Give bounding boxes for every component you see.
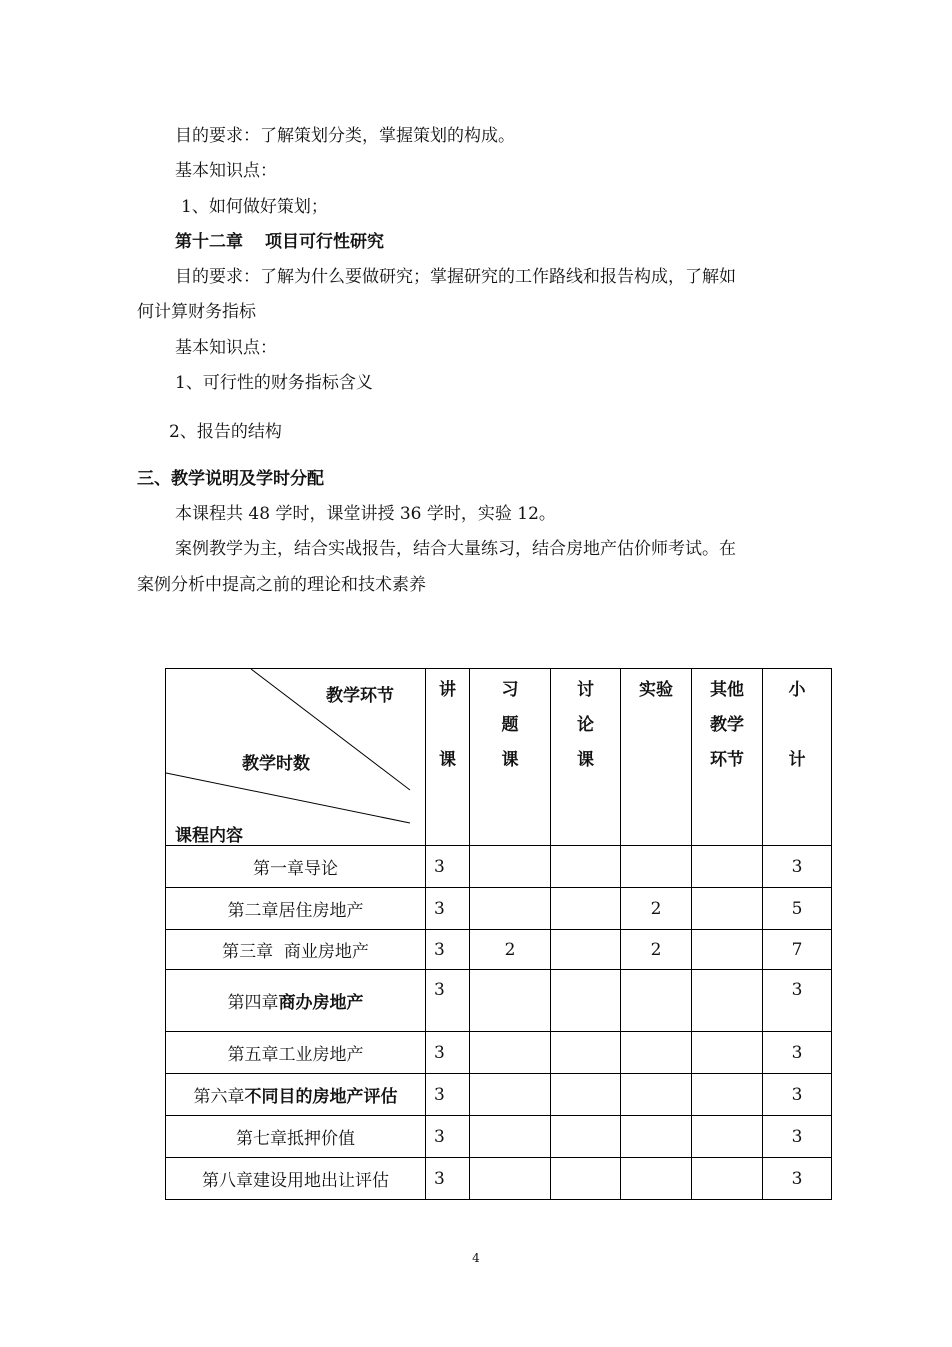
table-row: [166, 970, 832, 1032]
cell-total: 3: [763, 1074, 832, 1116]
cell-lecture: 3: [426, 846, 470, 888]
paragraph-teaching-a: 案例教学为主，结合实战报告，结合大量练习，结合房地产估价师考试。在: [175, 539, 736, 559]
cell-lecture: 3: [426, 1116, 470, 1158]
table-row: [166, 888, 832, 930]
table-row: [166, 846, 832, 888]
cell-total: 3: [763, 1032, 832, 1074]
row-chapter: 第五章工业房地产: [166, 1032, 426, 1074]
cell-lecture: 3: [426, 1032, 470, 1074]
paragraph-purpose-2b: 何计算财务指标: [137, 302, 256, 322]
chapter-12-heading: [175, 230, 384, 254]
cell-other: [692, 1116, 763, 1158]
row-chapter-title: 商办房地产: [278, 993, 364, 1013]
table-corner-cell: [166, 669, 426, 846]
paragraph-knowledge-label-1: 基本知识点：: [175, 161, 277, 181]
paragraph-hours: 本课程共 48 学时，课堂讲授 36 学时，实验 12。: [175, 504, 556, 524]
header-other: 其他 教学 环节: [692, 669, 763, 846]
cell-total: 3: [763, 970, 832, 1032]
header-total: 小 计: [763, 669, 832, 846]
cell-other: [692, 888, 763, 930]
cell-lab: [621, 1116, 692, 1158]
cell-other: [692, 930, 763, 970]
paragraph-purpose-1: 目的要求：了解策划分类，掌握策划的构成。: [175, 126, 515, 146]
header-lab: 实验: [621, 669, 692, 846]
cell-lab: 2: [621, 888, 692, 930]
paragraph-purpose-2a: 目的要求：了解为什么要做研究；掌握研究的工作路线和报告构成，了解如: [175, 267, 736, 287]
cell-exercise: 2: [470, 930, 551, 970]
cell-exercise: [470, 1074, 551, 1116]
table-row: [166, 1116, 832, 1158]
cell-discussion: [551, 930, 621, 970]
cell-other: [692, 1032, 763, 1074]
row-chapter: 第八章建设用地出让评估: [166, 1158, 426, 1200]
cell-discussion: [551, 846, 621, 888]
cell-total: 3: [763, 1116, 832, 1158]
row-chapter-prefix: 第六章: [193, 1087, 245, 1107]
cell-total: 3: [763, 1158, 832, 1200]
paragraph-teaching-b: 案例分析中提高之前的理论和技术素养: [137, 575, 426, 595]
corner-label-teaching-hours: 教学时数: [242, 754, 310, 774]
cell-lecture: 3: [426, 1158, 470, 1200]
cell-other: [692, 1074, 763, 1116]
row-chapter: 第二章居住房地产: [166, 888, 426, 930]
cell-exercise: [470, 1158, 551, 1200]
cell-lab: [621, 1158, 692, 1200]
cell-discussion: [551, 888, 621, 930]
table-row: [166, 930, 832, 970]
cell-lecture: 3: [426, 888, 470, 930]
cell-lab: [621, 846, 692, 888]
cell-discussion: [551, 1116, 621, 1158]
cell-other: [692, 1158, 763, 1200]
hours-allocation-table: [165, 668, 832, 1200]
cell-exercise: [470, 846, 551, 888]
row-chapter: 第一章导论: [166, 846, 426, 888]
row-chapter: [166, 970, 426, 1032]
section-3-heading: 三、教学说明及学时分配: [137, 469, 324, 489]
cell-lecture: 3: [426, 970, 470, 1032]
cell-exercise: [470, 1032, 551, 1074]
paragraph-knowledge-label-2: 基本知识点：: [175, 338, 277, 358]
table-row: [166, 1032, 832, 1074]
cell-lab: [621, 970, 692, 1032]
cell-lab: 2: [621, 930, 692, 970]
corner-label-course-content: 课程内容: [175, 826, 243, 846]
row-chapter: 第三章 商业房地产: [166, 930, 426, 970]
header-exercise: 习 题 课: [470, 669, 551, 846]
cell-discussion: [551, 970, 621, 1032]
table-row: [166, 1158, 832, 1200]
paragraph-knowledge-item-1: 1、如何做好策划；: [181, 197, 328, 217]
cell-lab: [621, 1032, 692, 1074]
page-number: 4: [472, 1251, 480, 1265]
row-chapter-prefix: 第四章: [227, 993, 279, 1013]
corner-label-teaching-link: 教学环节: [326, 686, 394, 706]
cell-discussion: [551, 1158, 621, 1200]
paragraph-knowledge-item-2: 1、可行性的财务指标含义: [175, 373, 373, 393]
row-chapter-title: 不同目的房地产评估: [244, 1087, 398, 1107]
chapter-12-title: 项目可行性研究: [265, 232, 384, 252]
cell-lecture: 3: [426, 930, 470, 970]
cell-exercise: [470, 888, 551, 930]
cell-total: 3: [763, 846, 832, 888]
header-discussion: 讨 论 课: [551, 669, 621, 846]
cell-other: [692, 846, 763, 888]
header-lecture: 讲 课: [426, 669, 470, 846]
paragraph-knowledge-item-3: 2、报告的结构: [169, 422, 282, 442]
cell-total: 7: [763, 930, 832, 970]
cell-exercise: [470, 970, 551, 1032]
cell-discussion: [551, 1032, 621, 1074]
row-chapter: [166, 1074, 426, 1116]
cell-total: 5: [763, 888, 832, 930]
chapter-12-number: 第十二章: [175, 232, 243, 252]
cell-other: [692, 970, 763, 1032]
cell-discussion: [551, 1074, 621, 1116]
cell-lecture: 3: [426, 1074, 470, 1116]
table-header-row: [166, 669, 832, 846]
row-chapter: 第七章抵押价值: [166, 1116, 426, 1158]
cell-exercise: [470, 1116, 551, 1158]
table-row: [166, 1074, 832, 1116]
cell-lab: [621, 1074, 692, 1116]
